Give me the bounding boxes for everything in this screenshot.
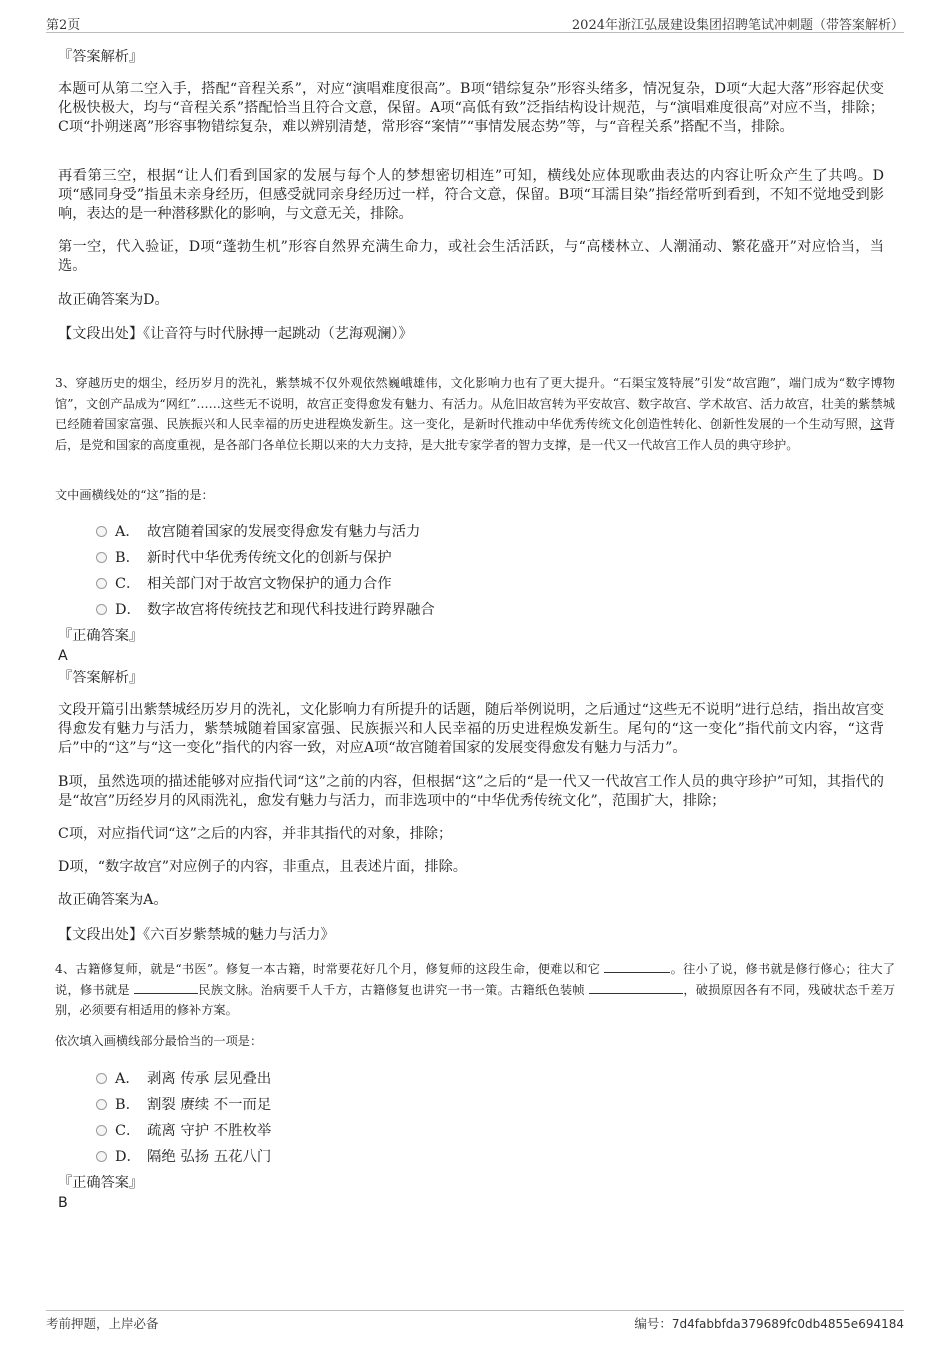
q3-analysis-p4: D项，“数字故宫”对应例子的内容，非重点，且表述片面，排除。 <box>58 859 467 875</box>
document-id-label: 编号： <box>634 1316 672 1331</box>
option-letter: B． <box>115 550 140 566</box>
option-letter: C． <box>115 1123 141 1139</box>
q4-option-d[interactable] <box>96 1147 271 1167</box>
q3-analysis-tag: 『答案解析』 <box>58 670 144 686</box>
q3-stem-a: 3、穿越历史的烟尘，经历岁月的洗礼，紫禁城不仅外观依然巍峨雄伟，文化影响力也有了更大提升。“石渠宝笈特展”引发“故宫跑”，端门成为“数字博物馆”，文创产品成为“网红”……这些无不说明，故宫正变得愈发有魅力、有活力。从危旧故宫转为平安故宫、数字故宫、学术故宫、活力故宫，壮美的紫禁城已经随着国家富强、民族振兴和人民幸福的历史进程焕发新生。这一变化，是新时代推动中华优秀传统文化创造性转化、创新性发展的一个生动写照， <box>55 376 895 431</box>
option-text: 相关部门对于故宫文物保护的通力合作 <box>147 576 392 592</box>
radio-icon[interactable] <box>96 578 107 589</box>
q4-question: 依次填入画横线部分最恰当的一项是： <box>55 1034 263 1048</box>
option-text: 故宫随着国家的发展变得愈发有魅力与活力 <box>147 524 421 540</box>
document-id <box>634 1314 904 1332</box>
q3-analysis-p2: B项，虽然选项的描述能够对应指代词“这”之前的内容，但根据“这”之后的“是一代又一代故宫工作人员的典守珍护”可知，其指代的是“故宫”历经岁月的风雨洗礼，愈发有魅力与活力，而非选项中的“中华优秀传统文化”，范围扩大，排除； <box>58 774 884 810</box>
q3-conclusion: 故正确答案为A。 <box>58 892 168 908</box>
q3-option-a[interactable] <box>96 522 420 542</box>
q4-stem <box>55 959 895 1021</box>
radio-icon[interactable] <box>96 1125 107 1136</box>
page-header <box>46 12 904 33</box>
q4-stem-4: ，破损原因各有不同，残破状态千差万别，必须要有相适用的修补方案。 <box>55 982 896 1017</box>
q3-analysis-p1: 文段开篇引出紫禁城经历岁月的洗礼，文化影响力有所提升的话题，随后举例说明，之后通过“这些无不说明”进行总结，指出故宫变得愈发有魅力与活力，紫禁城随着国家富强、民族振兴和人民幸福的历史进程焕发新生。尾句的“这一变化”指代前文内容，“这背后”中的“这”与“这一变化”指代的内容一致，对应A项“故宫随着国家的发展变得愈发有魅力与活力”。 <box>58 702 884 757</box>
document-id-code: 7d4fabbfda379689fc0db4855e694184 <box>671 1317 904 1331</box>
q2-analysis-p3: 第一空，代入验证，D项“蓬勃生机”形容自然界充满生命力，或社会生活活跃，与“高楼林立、人潮涌动、繁花盛开”对应恰当，当选。 <box>58 239 884 275</box>
blank-1 <box>604 961 670 973</box>
radio-icon[interactable] <box>96 1073 107 1084</box>
q2-analysis-tag: 『答案解析』 <box>58 49 144 65</box>
option-letter: B． <box>115 1097 140 1113</box>
q4-option-a[interactable] <box>96 1069 271 1089</box>
q3-stem <box>55 373 895 455</box>
q3-underlined-word: 这 <box>870 417 883 431</box>
page-number: 第2页 <box>46 18 81 33</box>
q2-analysis-p2: 再看第三空，根据“让人们看到国家的发展与每个人的梦想密切相连”可知，横线处应体现歌曲表达的内容让听众产生了共鸣。D项“感同身受”指虽未亲身经历，但感受就同亲身经历过一样，符合文意，保留。B项“耳濡目染”指经常听到看到，不知不觉地受到影响，表达的是一种潜移默化的影响，与文意无关，排除。 <box>58 168 884 223</box>
q3-option-c[interactable] <box>96 574 392 594</box>
radio-icon[interactable] <box>96 1099 107 1110</box>
q2-source: 【文段出处】《让音符与时代脉搏一起跳动（艺海观澜）》 <box>58 326 413 342</box>
option-text: 疏离 守护 不胜枚举 <box>147 1123 272 1139</box>
q4-stem-2: 。往小了说，修书就是修行修心；往大了说，修书就是 <box>55 962 896 997</box>
option-text: 新时代中华优秀传统文化的创新与保护 <box>147 550 392 566</box>
blank-3 <box>589 982 683 994</box>
option-text: 数字故宫将传统技艺和现代科技进行跨界融合 <box>147 602 435 618</box>
q4-stem-3: 民族文脉。治病要千人千方，古籍修复也讲究一书一策。古籍纸色装帧 <box>198 982 585 997</box>
radio-icon[interactable] <box>96 526 107 537</box>
option-text: 隔绝 弘扬 五花八门 <box>147 1149 272 1165</box>
q2-conclusion: 故正确答案为D。 <box>58 292 169 308</box>
q3-source: 【文段出处】《六百岁紫禁城的魅力与活力》 <box>58 927 335 943</box>
option-letter: A． <box>115 524 140 540</box>
q3-question: 文中画横线处的“这”指的是： <box>55 488 214 502</box>
option-text: 割裂 赓续 不一而足 <box>147 1097 272 1113</box>
option-letter: D． <box>115 1149 141 1165</box>
option-letter: A． <box>115 1071 140 1087</box>
q3-stem-b: 背后，是党和国家的高度重视，是各部门各单位长期以来的大力支持，是大批专家学者的智力支撑，是一代又一代故宫工作人员的典守珍护。 <box>55 417 896 452</box>
q4-stem-1: 4、古籍修复师，就是“书医”。修复一本古籍，时常要花好几个月，修复师的这段生命，便难以和它 <box>55 962 601 976</box>
radio-icon[interactable] <box>96 552 107 563</box>
q3-analysis-p3: C项，对应指代词“这”之后的内容，并非其指代的对象，排除； <box>58 826 453 842</box>
q3-option-d[interactable] <box>96 600 435 620</box>
q2-analysis-p1: 本题可从第二空入手，搭配“音程关系”，对应“演唱难度很高”。B项“错综复杂”形容头绪多，情况复杂，D项“大起大落”形容起伏变化极快极大，均与“音程关系”搭配恰当且符合文意，保留。A项“高低有致”泛指结构设计规范，与“演唱难度很高”对应不当，排除；C项“扑朔迷离”形容事物错综复杂，难以辨别清楚，常形容“案情”“事情发展态势”等，与“音程关系”搭配不当，排除。 <box>58 81 884 136</box>
q4-correct-tag: 『正确答案』 <box>58 1175 144 1191</box>
option-letter: C． <box>115 576 141 592</box>
radio-icon[interactable] <box>96 1151 107 1162</box>
page-footer <box>46 1310 904 1333</box>
radio-icon[interactable] <box>96 604 107 615</box>
blank-2 <box>134 982 198 994</box>
q3-correct-answer: A <box>58 648 68 664</box>
document-title: 2024年浙江弘晟建设集团招聘笔试冲刺题（带答案解析） <box>571 18 904 33</box>
footer-slogan: 考前押题，上岸必备 <box>46 1316 159 1331</box>
q4-option-b[interactable] <box>96 1095 271 1115</box>
q3-option-b[interactable] <box>96 548 392 568</box>
option-text: 剥离 传承 层见叠出 <box>147 1071 272 1087</box>
q4-option-c[interactable] <box>96 1121 271 1141</box>
q3-correct-tag: 『正确答案』 <box>58 628 144 644</box>
option-letter: D． <box>115 602 141 618</box>
q4-correct-answer: B <box>58 1195 68 1211</box>
